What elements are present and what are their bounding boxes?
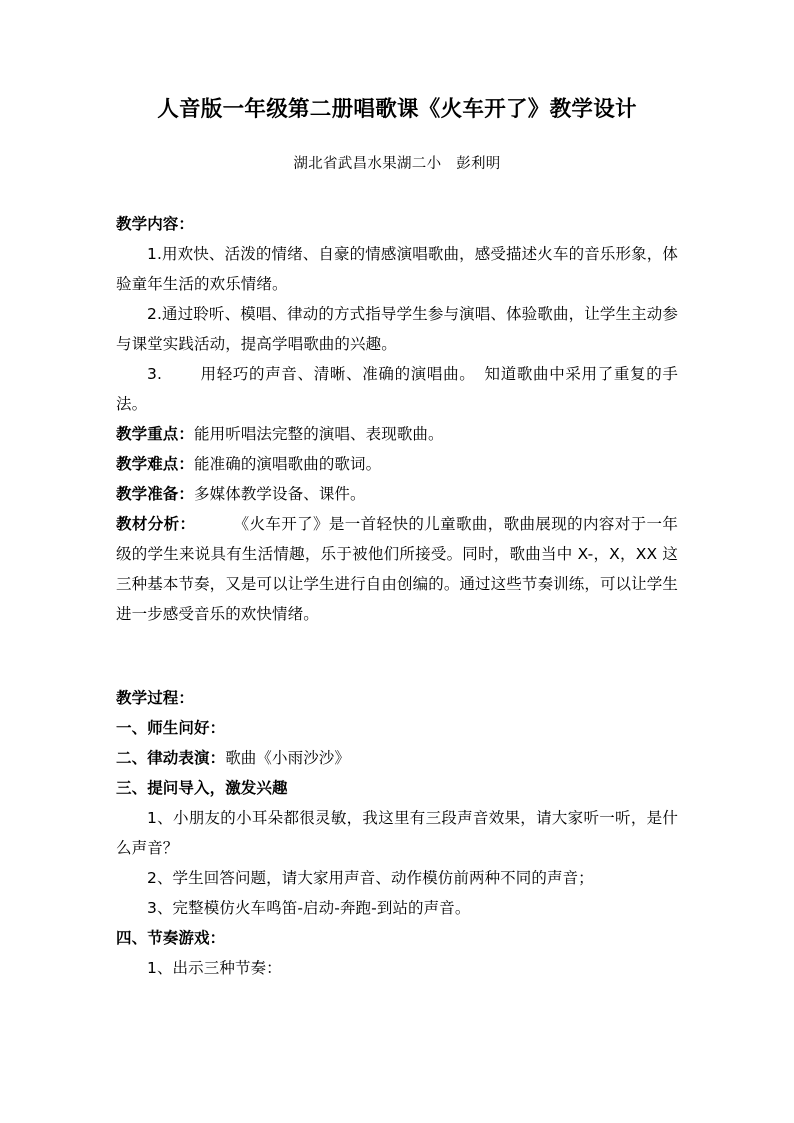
paragraph-spacer	[116, 629, 678, 659]
teaching-content-item-1: 1.用欢快、活泼的情绪、自豪的情感演唱歌曲，感受描述火车的音乐形象，体验童年生活的欢乐情绪。	[116, 245, 678, 293]
teaching-content-item-3	[116, 359, 678, 419]
document-content	[116, 0, 678, 983]
material-analysis-paragraph	[116, 509, 678, 629]
section-heading-teaching-content: 教学内容：	[116, 215, 195, 233]
section-heading-teaching-process: 教学过程：	[116, 689, 195, 707]
teaching-preparation-line	[116, 479, 678, 509]
process-step-three-item-2: 2、学生回答问题，请大家用声音、动作模仿前两种不同的声音；	[147, 869, 594, 887]
teaching-difficulty-label: 教学难点：	[116, 455, 195, 473]
material-analysis-text: 《火车开了》是一首轻快的儿童歌曲，歌曲展现的内容对于一年级的学生来说具有生活情趣，乐于被他们所接受。同时，歌曲当中 X-，X，XX 这三种基本节奏，又是可以让学生进行自由创编的。通过这些节奏训练，可以让学生进一步感受音乐的欢快情绪。	[116, 515, 678, 623]
author-byline: 湖北省武昌水果湖二小 彭利明	[293, 155, 501, 172]
teaching-difficulty-line	[116, 449, 678, 479]
teaching-difficulty-text: 能准确的演唱歌曲的歌词。	[194, 455, 382, 473]
document-body	[116, 171, 678, 983]
process-step-two-label: 二、律动表演：	[116, 749, 226, 767]
process-step-one: 一、师生问好：	[116, 719, 226, 737]
teaching-key-point-label: 教学重点：	[116, 425, 195, 443]
page-title: 人音版一年级第二册唱歌课《火车开了》教学设计	[157, 97, 637, 122]
process-step-two-text: 歌曲《小雨沙沙》	[225, 749, 351, 767]
teaching-preparation-text: 多媒体教学设备、课件。	[194, 485, 366, 503]
teaching-key-point-line	[116, 419, 678, 449]
process-step-four: 四、节奏游戏：	[116, 929, 226, 947]
process-step-three-item-3: 3、完整模仿火车鸣笛-启动-奔跑-到站的声音。	[147, 899, 471, 917]
teaching-content-item-3-text-b: 知道歌曲中采用了重复的手法。	[116, 365, 678, 413]
process-step-four-item-1: 1、出示三种节奏：	[147, 959, 282, 977]
teaching-content-item-3-number: 3.	[147, 365, 162, 383]
teaching-preparation-label: 教学准备：	[116, 485, 195, 503]
process-step-three: 三、提问导入，激发兴趣	[116, 779, 288, 797]
material-analysis-label: 教材分析：	[116, 515, 196, 533]
teaching-content-item-2: 2.通过聆听、模唱、律动的方式指导学生参与演唱、体验歌曲，让学生主动参与课堂实践活动，提高学唱歌曲的兴趣。	[116, 305, 678, 353]
process-step-two	[116, 743, 678, 773]
teaching-content-item-3-text-a: 用轻巧的声音、清晰、准确的演唱曲。	[199, 365, 476, 383]
teaching-key-point-text: 能用听唱法完整的演唱、表现歌曲。	[194, 425, 444, 443]
paragraph-spacer	[116, 659, 678, 683]
process-step-three-item-1: 1、小朋友的小耳朵都很灵敏，我这里有三段声音效果，请大家听一听，是什么声音？	[116, 809, 678, 857]
